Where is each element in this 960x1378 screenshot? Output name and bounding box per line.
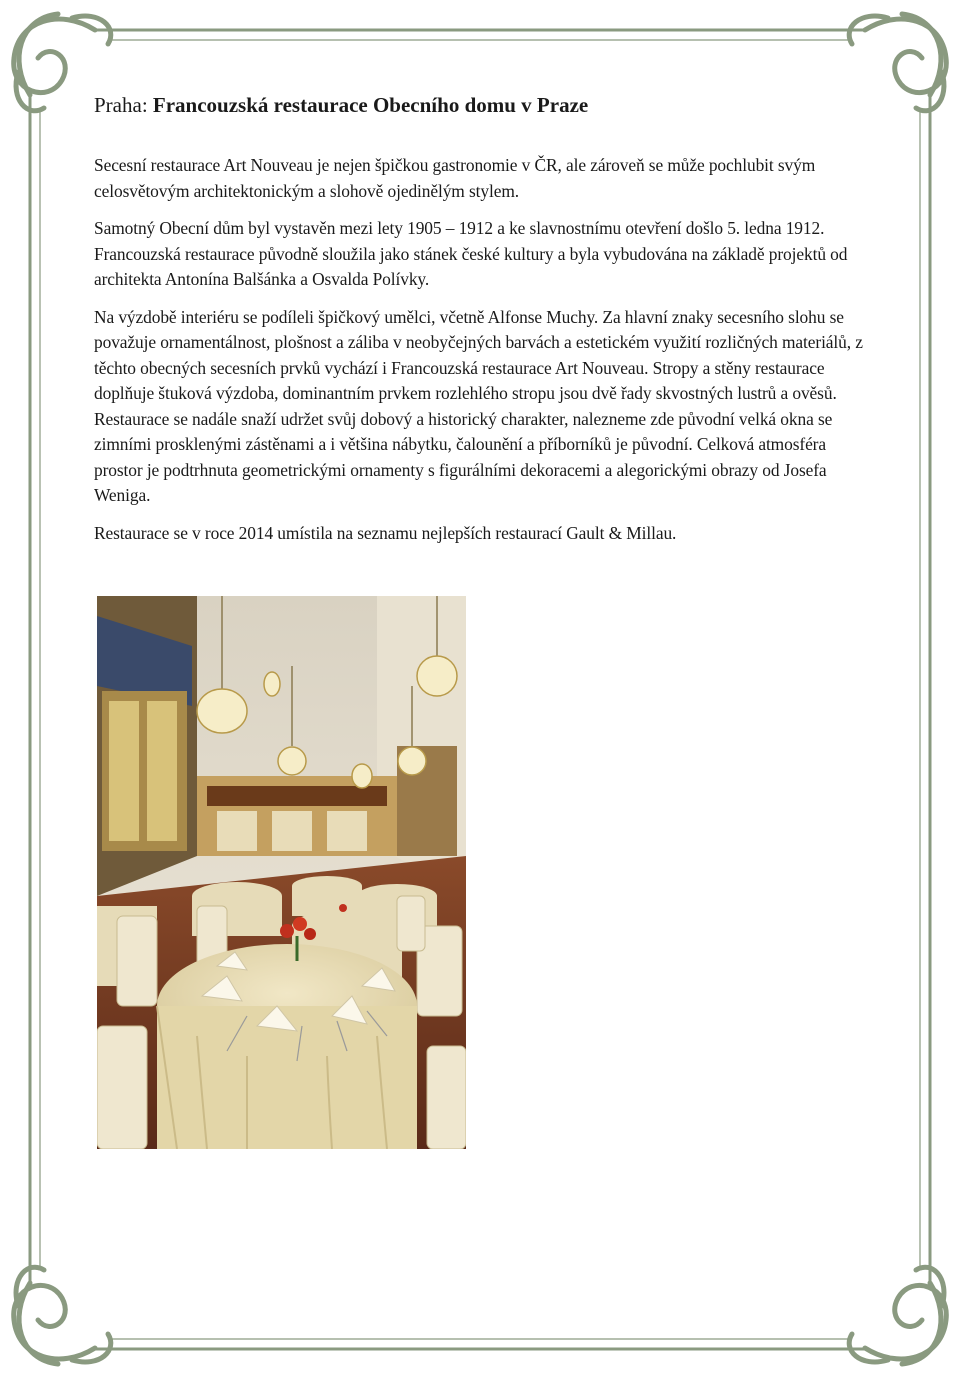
- title-prefix: Praha:: [94, 93, 153, 117]
- document-body: [94, 92, 864, 558]
- paragraph-history: Samotný Obecní dům byl vystavěn mezi lety 1905 – 1912 a ke slavnostnímu otevření došlo 5. ledna 1912. Francouzská restaurace původně sloužila jako stánek české kultury a byla vybudována na základě projektů od architekta Antonína Balšánka a Osvalda Polívky.: [94, 218, 848, 290]
- paragraph-intro: Secesní restaurace Art Nouveau je nejen špičkou gastronomie v ČR, ale zároveň se může pochlubit svým celosvětovým architektonickým a slohově ojedinělým stylem.: [94, 155, 816, 201]
- title-main: Francouzská restaurace Obecního domu v Praze: [152, 93, 589, 117]
- paragraph-interior: Na výzdobě interiéru se podíleli špičkový umělci, včetně Alfonse Muchy. Za hlavní znaky secesního slohu se považuje ornamentálnost, plošnost a záliba v neobyčejných barvách a estetickém využití rozličných materiálů, z těchto obecných secesních prvků vychází i Francouzská restaurace Art Nouveau. Stropy a stěny restaurace doplňuje štuková výzdoba, dominantním prvkem rozlehlého stropu jsou dvě řady skvostných lustrů a ověsů. Restaurace se nadále snaží udržet svůj dobový a historický charakter, nalezneme zde původní velká okna se zimními prosklenými zástěnami a i většina nábytku, čalounění a příborníků je původní. Celková atmosféra prostor je podtrhnuta geometrickými ornamenty s figurálními dekoracemi a alegorickými obrazy od Josefa Weniga.: [94, 306, 863, 506]
- restaurant-interior-photo: [97, 596, 466, 1149]
- page-title: [94, 92, 864, 119]
- paragraph-ranking: Restaurace se v roce 2014 umístila na seznamu nejlepších restaurací Gault & Millau.: [94, 522, 677, 543]
